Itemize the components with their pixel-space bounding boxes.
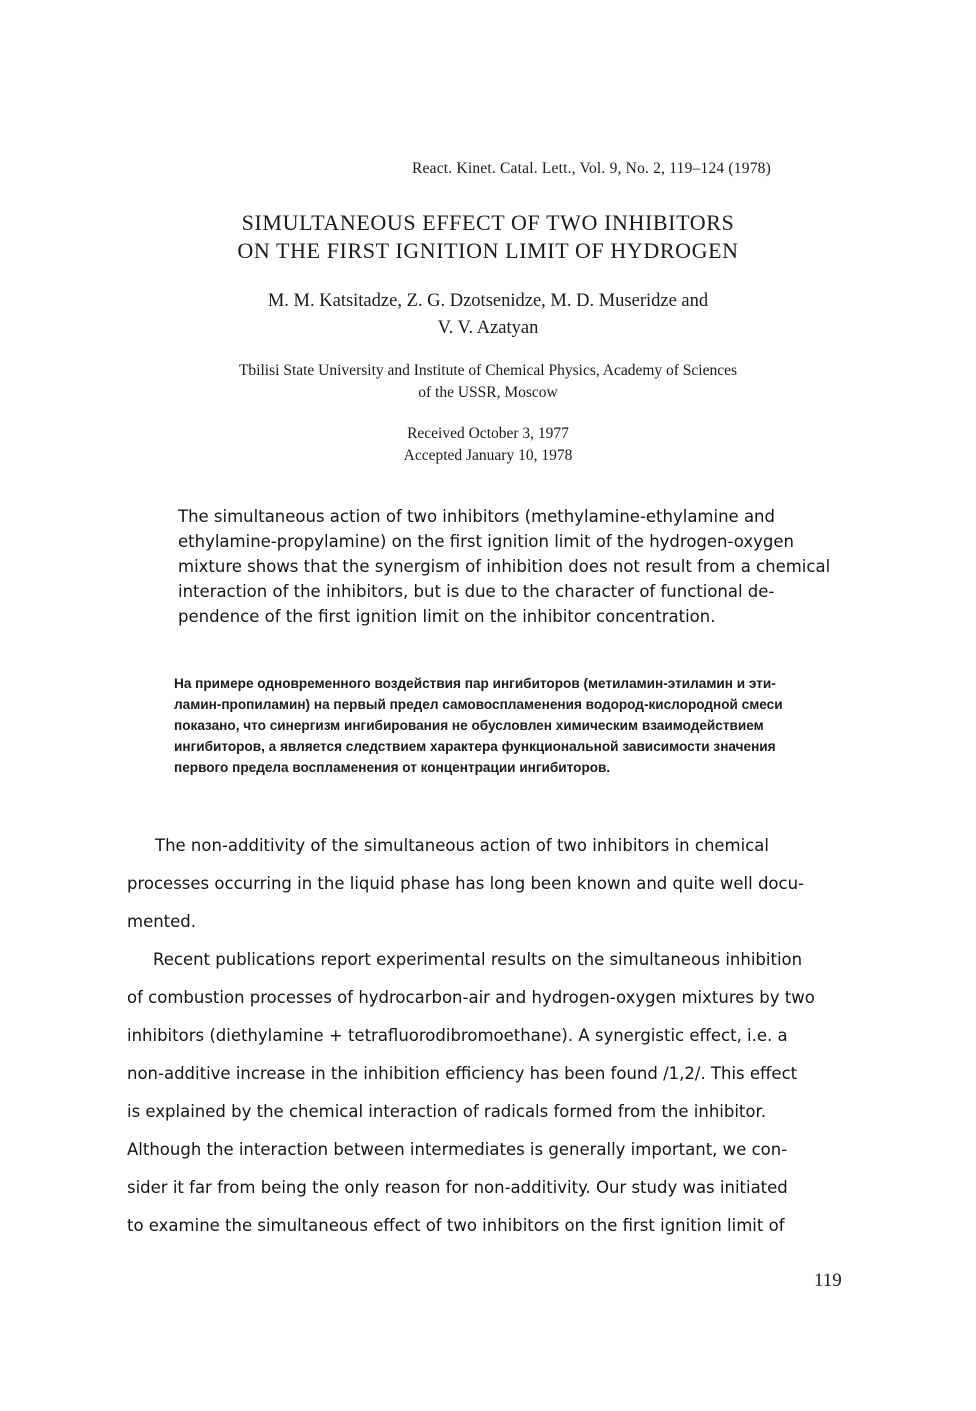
abstract-line: The simultaneous action of two inhibitors (methylamine-ethylamine and [178,507,775,526]
authors-line-2: V. V. Azatyan [437,318,539,338]
body-line: sider it far from being the only reason for non-additivity. Our study was initiated [127,1178,788,1197]
body-line: mented. [127,912,197,931]
page-number: 119 [814,1270,842,1291]
paper-title-line-2: ON THE FIRST IGNITION LIMIT OF HYDROGEN [237,238,739,263]
russian-abstract-line: ингибиторов, а является следствием характера функциональной зависимости значения [174,739,776,754]
body-line: Although the interaction between intermediates is generally important, we con- [127,1140,788,1159]
authors-line-1: M. M. Katsitadze, Z. G. Dzotsenidze, M. D. Museridze and [267,291,709,311]
body-line: to examine the simultaneous effect of two inhibitors on the first ignition limit of [127,1216,785,1235]
abstract-line: ethylamine-propylamine) on the first ignition limit of the hydrogen-oxygen [178,532,794,551]
russian-abstract-line: показано, что синергизм ингибирования не обусловлен химическим взаимодействием [174,718,764,733]
russian-abstract-line: ламин-пропиламин) на первый предел самовоспламенения водород-кислородной смеси [174,697,783,712]
journal-citation: React. Kinet. Catal. Lett., Vol. 9, No. 2, 119–124 (1978) [412,160,771,177]
body-line: The non-additivity of the simultaneous action of two inhibitors in chemical [155,836,769,855]
russian-abstract-line: На примере одновременного воздействия пар ингибиторов (метиламин-этиламин и эти- [174,676,776,691]
paper-title-line-1: SIMULTANEOUS EFFECT OF TWO INHIBITORS [241,210,735,235]
body-line: processes occurring in the liquid phase has long been known and quite well docu- [127,874,805,893]
affiliation-line-1: Tbilisi State University and Institute of Chemical Physics, Academy of Sciences [238,362,738,379]
accepted-date: Accepted January 10, 1978 [403,447,573,464]
russian-abstract-line: первого предела воспламенения от концентрации ингибиторов. [174,760,611,775]
body-line: is explained by the chemical interaction of radicals formed from the inhibitor. [127,1102,767,1121]
body-line: Recent publications report experimental results on the simultaneous inhibition [153,950,803,969]
body-line: non-additive increase in the inhibition efficiency has been found /1,2/. This effect [127,1064,798,1083]
abstract-line: pendence of the first ignition limit on the inhibitor concentration. [178,607,716,626]
body-line: of combustion processes of hydrocarbon-air and hydrogen-oxygen mixtures by two [127,988,815,1007]
abstract-line: mixture shows that the synergism of inhibition does not result from a chemical [178,557,831,576]
body-line: inhibitors (diethylamine + tetrafluorodibromoethane). A synergistic effect, i.e. a [127,1026,788,1045]
abstract-line: interaction of the inhibitors, but is due to the character of functional de- [178,582,775,601]
received-date: Received October 3, 1977 [407,425,569,442]
affiliation-line-2: of the USSR, Moscow [418,384,558,401]
